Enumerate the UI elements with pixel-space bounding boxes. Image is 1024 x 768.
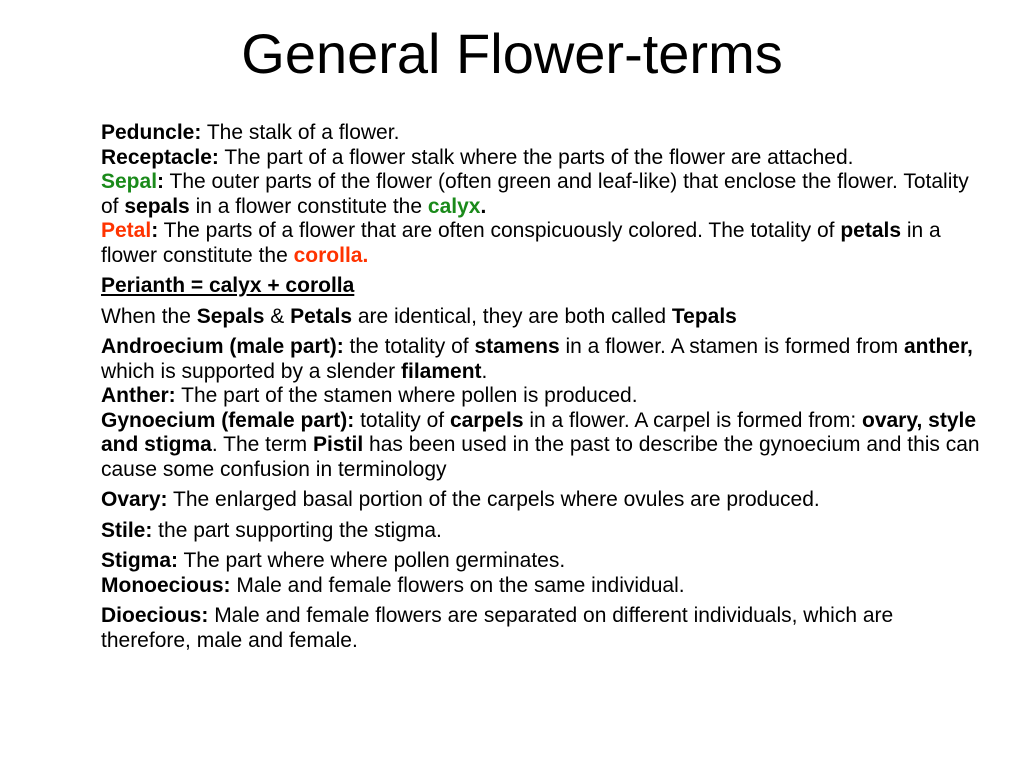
term-sepal-colon: : xyxy=(157,170,165,193)
word-sepals-cap: Sepals xyxy=(196,304,265,328)
term-petal-colon: : xyxy=(151,219,159,242)
paragraph-stile xyxy=(101,519,981,544)
paragraph-tepals xyxy=(101,305,981,330)
def-ovary: The enlarged basal portion of the carpels where ovules are produced. xyxy=(167,488,820,511)
paragraph-ovary xyxy=(101,488,981,513)
term-peduncle: Peduncle: xyxy=(101,121,202,144)
word-ovary-style-stigma: ovary, style and stigma xyxy=(101,408,977,456)
term-monoecious: Monoecious: xyxy=(101,573,231,597)
tepals-text-2: & xyxy=(264,304,291,328)
page-title: General Flower-terms xyxy=(241,22,783,85)
def-petal-part1: The parts of a flower that are often conspicuously colored. The totality of xyxy=(158,219,841,242)
term-gynoecium: Gynoecium (female part): xyxy=(101,408,355,432)
paragraph-perianth xyxy=(101,274,981,299)
term-stigma: Stigma: xyxy=(101,549,179,572)
gynoecium-text-3: . The term xyxy=(211,433,314,456)
tepals-text-1: When the xyxy=(101,304,197,328)
gynoecium-text-2: in a flower. A carpel is formed from: xyxy=(523,408,862,432)
def-monoecious: Male and female flowers on the same individual. xyxy=(230,573,685,597)
gynoecium-text-1: totality of xyxy=(354,408,450,432)
term-ovary: Ovary: xyxy=(101,488,168,511)
def-stigma: The part where where pollen germinates. xyxy=(178,549,566,572)
word-pistil: Pistil xyxy=(313,433,364,456)
androecium-text-3: which is supported by a slender xyxy=(101,359,401,383)
androecium-text-4: . xyxy=(481,359,488,383)
paragraph-reproductive xyxy=(101,335,981,482)
term-sepal: Sepal xyxy=(101,170,158,193)
word-anther: anther, xyxy=(903,335,973,358)
word-filament: filament xyxy=(401,359,482,383)
word-corolla: corolla. xyxy=(293,243,369,267)
word-petals: petals xyxy=(840,219,902,242)
term-stile: Stile: xyxy=(101,518,153,542)
slide-body xyxy=(101,121,981,653)
paragraph-dioecious xyxy=(101,604,981,653)
def-receptacle: The part of a flower stalk where the parts of the flower are attached. xyxy=(218,145,854,169)
term-dioecious: Dioecious: xyxy=(101,604,209,627)
def-sepal-part1: The outer parts of the flower (often green and leaf-like) that enclose the flower. Totality of xyxy=(101,170,969,218)
def-peduncle: The stalk of a flower. xyxy=(201,121,400,144)
paragraph-stigma xyxy=(101,549,981,598)
word-petals-cap: Petals xyxy=(290,304,353,328)
def-dioecious: Male and female flowers are separated on different individuals, which are therefore, male and female. xyxy=(101,604,894,652)
paragraph-flower-parts xyxy=(101,121,981,268)
tepals-text-3: are identical, they are both called xyxy=(352,304,672,328)
term-anther: Anther: xyxy=(101,384,176,407)
word-sepals: sepals xyxy=(124,194,190,218)
term-androecium: Androecium (male part): xyxy=(101,335,344,358)
word-calyx: calyx xyxy=(427,194,481,218)
term-petal: Petal xyxy=(101,219,152,242)
androecium-text-2: in a flower. A stamen is formed from xyxy=(559,335,904,358)
androecium-text-1: the totality of xyxy=(343,335,475,358)
word-stamens: stamens xyxy=(474,335,560,358)
def-stile: the part supporting the stigma. xyxy=(152,518,442,542)
gynoecium-text-4: has been used in the past to describe the gynoecium and this can cause some confusion in terminology xyxy=(101,433,980,481)
word-carpels: carpels xyxy=(449,408,524,432)
term-receptacle: Receptacle: xyxy=(101,145,219,169)
def-anther: The part of the stamen where pollen is produced. xyxy=(175,384,638,407)
def-sepal-part2: in a flower constitute the xyxy=(189,194,428,218)
perianth-formula: Perianth = calyx + corolla xyxy=(101,274,355,297)
word-tepals: Tepals xyxy=(671,304,737,328)
calyx-period: . xyxy=(480,194,487,218)
def-petal-part2: in a flower constitute the xyxy=(101,219,941,267)
